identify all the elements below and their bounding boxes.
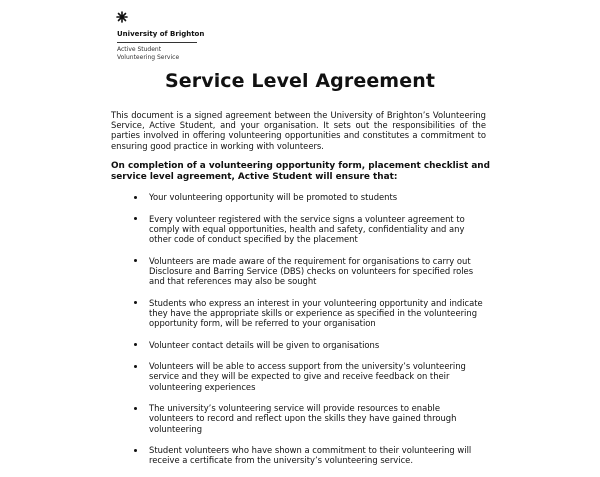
commitments-list: [133, 192, 485, 477]
logo-divider: [117, 42, 197, 43]
star-burst-icon: [116, 11, 128, 23]
commitments-lead: On completion of a volunteering opportunity form, placement checklist and service level agreement, Active Student will ensure that:: [111, 161, 490, 182]
university-name: University of Brighton: [117, 30, 205, 38]
service-name-line1: Active Student: [117, 46, 162, 53]
list-item: Student volunteers who have shown a commitment to their volunteering will receive a certificate from the university’s volunteering service.: [133, 445, 485, 465]
list-item: The university’s volunteering service will provide resources to enable volunteers to record and reflect upon the skills they have gained through volunteering: [133, 403, 485, 434]
list-item: Your volunteering opportunity will be promoted to students: [133, 192, 485, 202]
list-item: Volunteers will be able to access support from the university’s volunteering service and they will be expected to give and receive feedback on their volunteering experiences: [133, 361, 485, 392]
document-title: Service Level Agreement: [164, 70, 436, 92]
list-item: Volunteers are made aware of the requirement for organisations to carry out Disclosure and Barring Service (DBS) checks on volunteers for specified roles and that references may also be sought: [133, 256, 485, 287]
list-item: Students who express an interest in your volunteering opportunity and indicate they have the appropriate skills or experience as specified in the volunteering opportunity form, will be referred to your organisation: [133, 298, 485, 329]
list-item: Volunteer contact details will be given to organisations: [133, 340, 485, 350]
intro-paragraph: This document is a signed agreement between the University of Brighton’s Volunteering Service, Active Student, and your organisation. It sets out the responsibilities of the parties involved in offering volunteering opportunities and constitutes a commitment to ensuring good practice in working with volunteers.: [111, 110, 486, 151]
list-item: Every volunteer registered with the service signs a volunteer agreement to comply with equal opportunities, health and safety, confidentiality and any other code of conduct specified by the placement: [133, 214, 485, 245]
service-name-line2: Volunteering Service: [117, 54, 180, 61]
